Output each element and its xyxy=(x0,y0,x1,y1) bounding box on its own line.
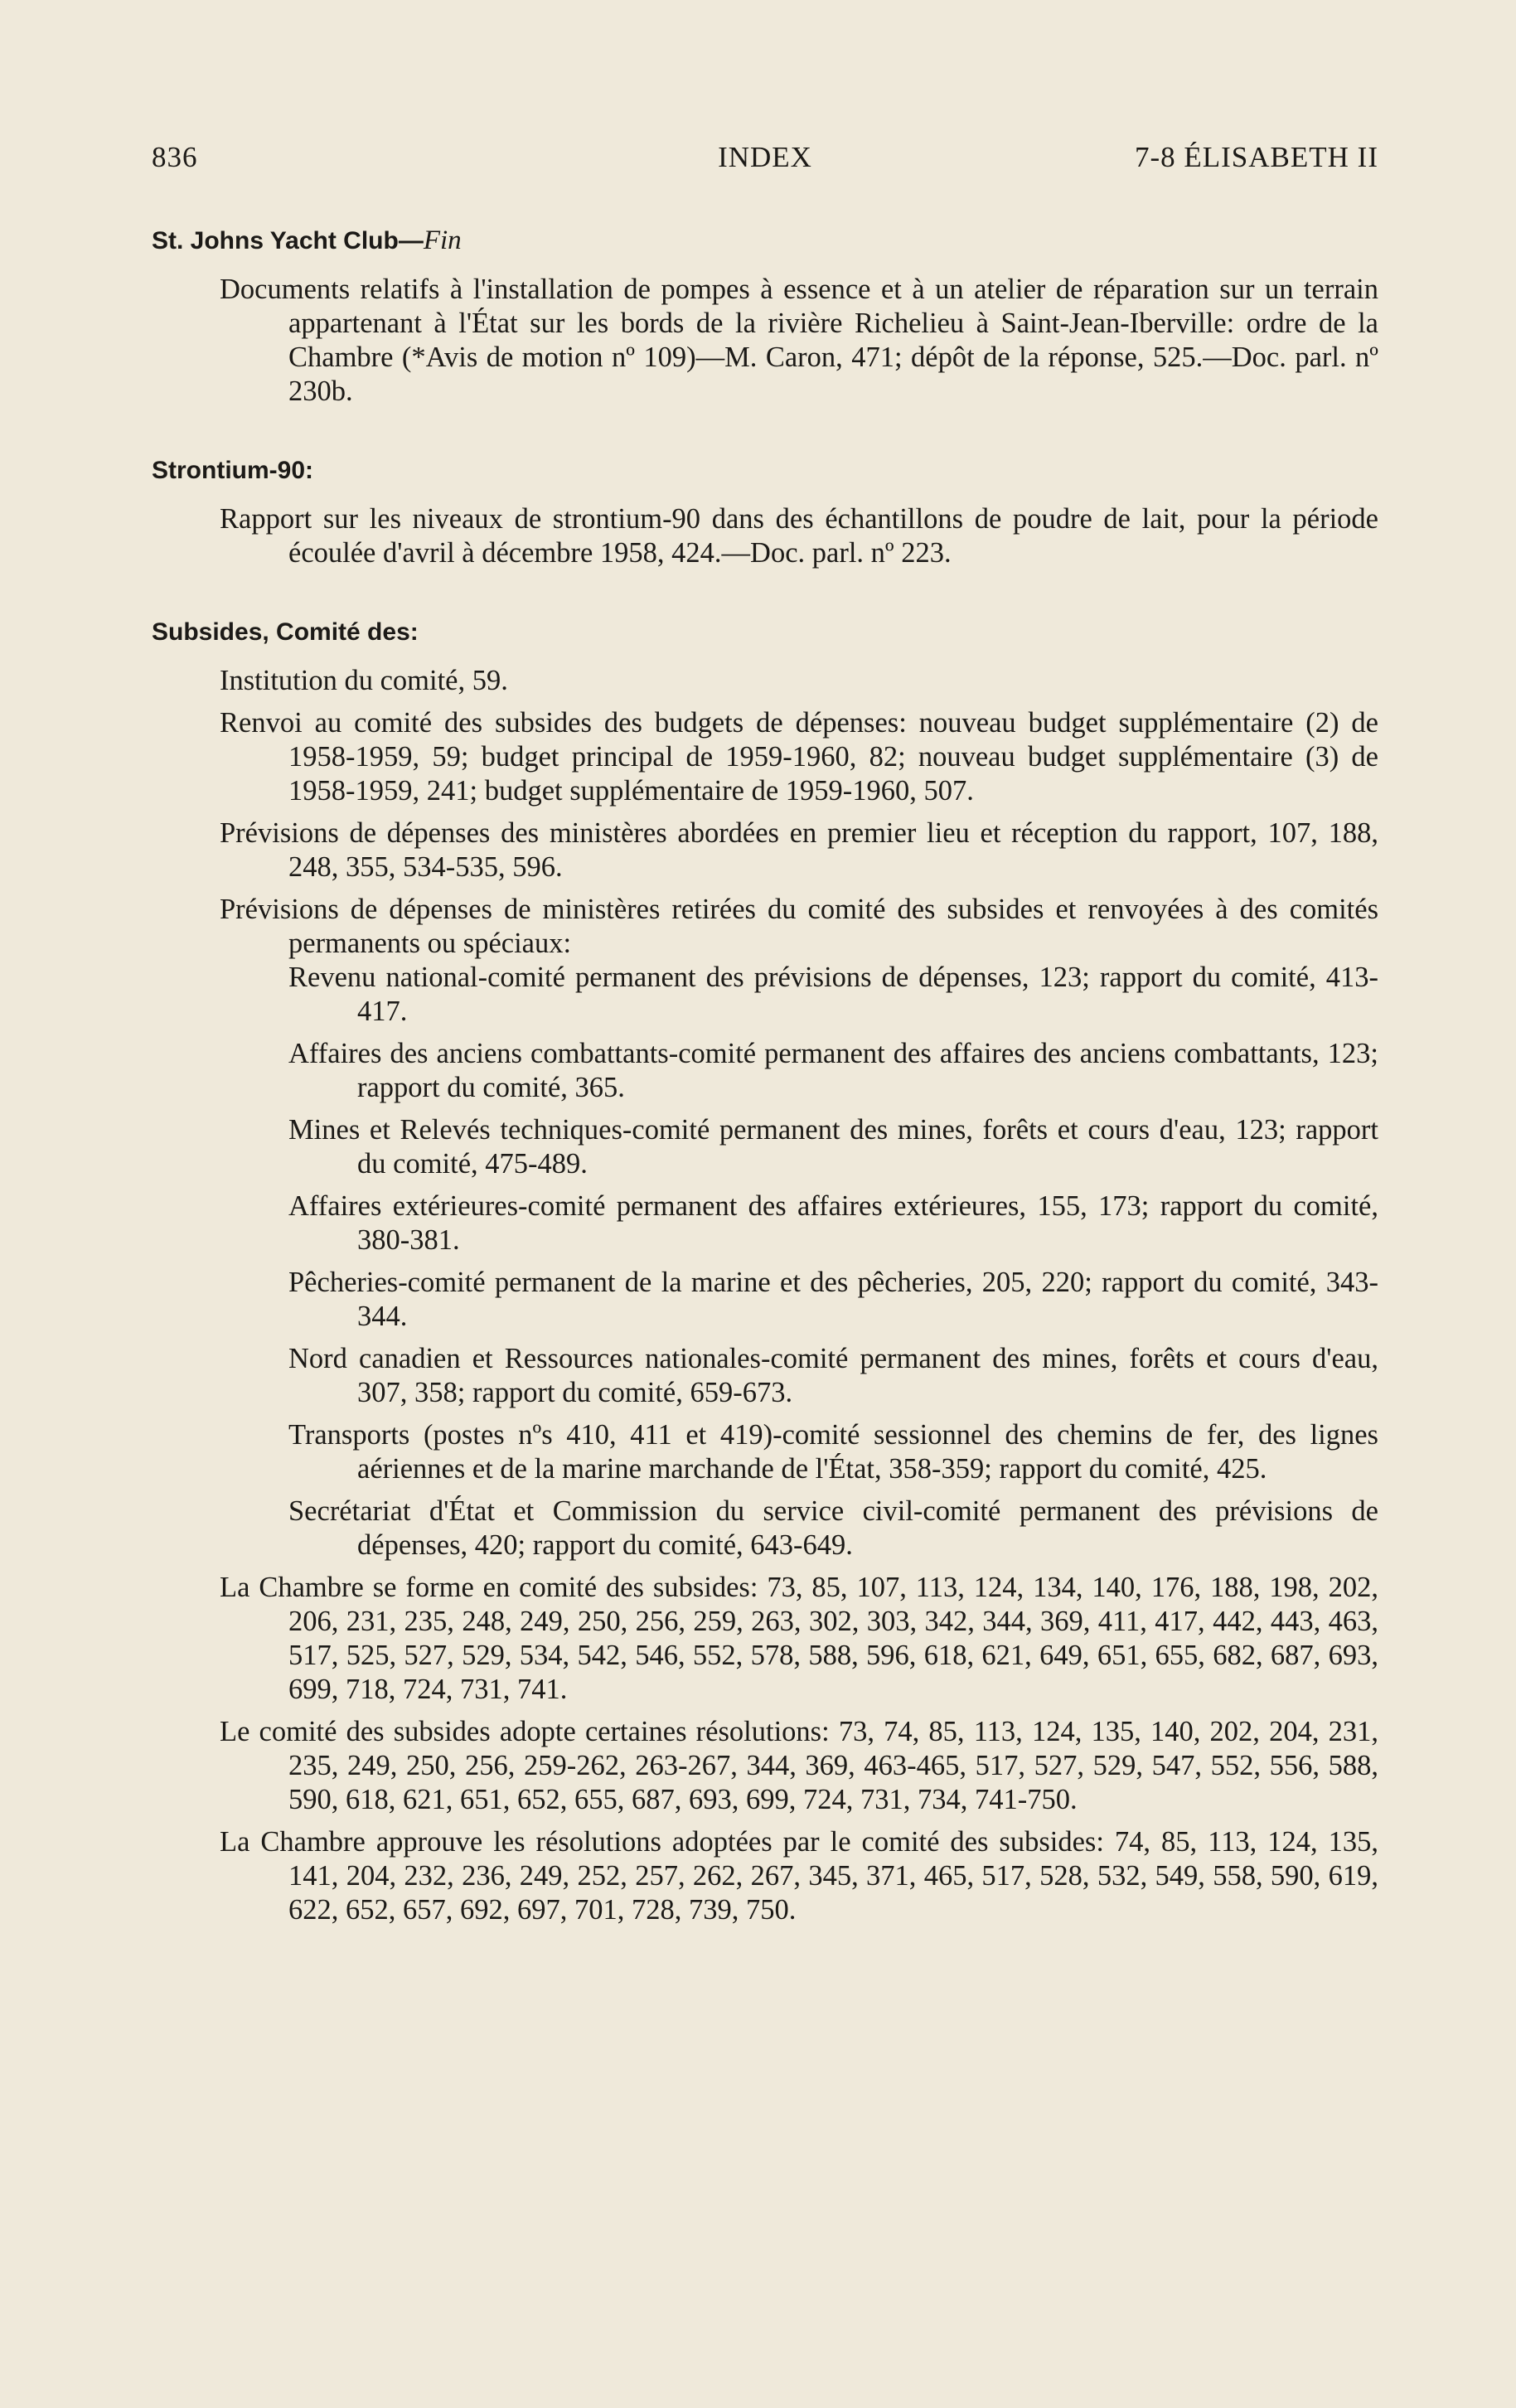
index-subentry: Transports (postes nºs 410, 411 et 419)-comité sessionnel des chemins de fer, des lignes aériennes et de la marine marchande de l'État, 358-359; rapport du comité, 425. xyxy=(288,1419,1378,1485)
index-heading-st-johns: St. Johns Yacht Club—Fin xyxy=(152,225,462,255)
running-head-volume: 7-8 ÉLISABETH II xyxy=(1134,141,1378,173)
index-entry: La Chambre se forme en comité des subsides: 73, 85, 107, 113, 124, 134, 140, 176, 188, 198, 202, 206, 231, 235, 248, 249, 250, 256, 259, 263, 302, 303, 342, 344, 369, 411, 417, 442, 443, 463, 517, 525, 527, 529, 534, 542, 546, 552, 578, 588, 596, 618, 621, 649, 651, 655, 682, 687, 693, 699, 718, 724, 731, 741. xyxy=(220,1572,1378,1705)
index-subentry: Affaires extérieures-comité permanent des affaires extérieures, 155, 173; rapport du comité, 380-381. xyxy=(288,1190,1378,1256)
heading-suffix: Fin xyxy=(423,225,462,255)
index-subentry: Affaires des anciens combattants-comité permanent des affaires des anciens combattants, 123; rapport du comité, 365. xyxy=(288,1038,1378,1103)
index-entry: Institution du comité, 59. xyxy=(220,665,508,696)
running-head xyxy=(152,141,1378,181)
index-entry: Rapport sur les niveaux de strontium-90 dans des échantillons de poudre de lait, pour la période écoulée d'avril à décembre 1958, 424.—Doc. parl. nº 223. xyxy=(220,503,1378,569)
index-entry: Le comité des subsides adopte certaines résolutions: 73, 74, 85, 113, 124, 135, 140, 202, 204, 231, 235, 249, 250, 256, 259-262, 263-267, 344, 369, 463-465, 517, 527, 529, 547, 552, 556, 588, 590, 618, 621, 651, 652, 655, 687, 693, 699, 724, 731, 734, 741-750. xyxy=(220,1716,1378,1815)
index-entry: Documents relatifs à l'installation de pompes à essence et à un atelier de réparation sur un terrain appartenant à l'État sur les bords de la rivière Richelieu à Saint-Jean-Iberville: ordre de la Chambre (*Avis de motion nº 109)—M. Caron, 471; dépôt de la réponse, 525.—Doc. parl. nº 230b. xyxy=(220,274,1378,407)
index-subentry: Mines et Relevés techniques-comité permanent des mines, forêts et cours d'eau, 123; rapport du comité, 475-489. xyxy=(288,1114,1378,1180)
index-heading-strontium: Strontium-90: xyxy=(152,457,313,484)
index-entry: La Chambre approuve les résolutions adoptées par le comité des subsides: 74, 85, 113, 124, 135, 141, 204, 232, 236, 249, 252, 257, 262, 267, 345, 371, 465, 517, 528, 532, 549, 558, 590, 619, 622, 652, 657, 692, 697, 701, 728, 739, 750. xyxy=(220,1826,1378,1926)
index-subentry: Secrétariat d'État et Commission du service civil-comité permanent des prévisions de dépenses, 420; rapport du comité, 643-649. xyxy=(288,1495,1378,1561)
page-number: 836 xyxy=(152,141,198,173)
index-subentry: Nord canadien et Ressources nationales-comité permanent des mines, forêts et cours d'eau, 307, 358; rapport du comité, 659-673. xyxy=(288,1343,1378,1408)
index-entry: Renvoi au comité des subsides des budgets de dépenses: nouveau budget supplémentaire (2) de 1958-1959, 59; budget principal de 1959-1960, 82; nouveau budget supplémentaire (3) de 1958-1959, 241; budget supplémentaire de 1959-1960, 507. xyxy=(220,707,1378,807)
index-entry: Prévisions de dépenses des ministères abordées en premier lieu et réception du rapport, 107, 188, 248, 355, 534-535, 596. xyxy=(220,817,1378,883)
index-subentry: Revenu national-comité permanent des prévisions de dépenses, 123; rapport du comité, 413-417. xyxy=(288,962,1378,1027)
running-head-title: INDEX xyxy=(718,141,812,173)
index-body xyxy=(152,224,1378,1927)
index-subentry: Pêcheries-comité permanent de la marine et des pêcheries, 205, 220; rapport du comité, 343-344. xyxy=(288,1267,1378,1332)
index-heading-subsides: Subsides, Comité des: xyxy=(152,618,419,646)
index-entry: Prévisions de dépenses de ministères retirées du comité des subsides et renvoyées à des comités permanents ou spéciaux: xyxy=(220,894,1378,959)
